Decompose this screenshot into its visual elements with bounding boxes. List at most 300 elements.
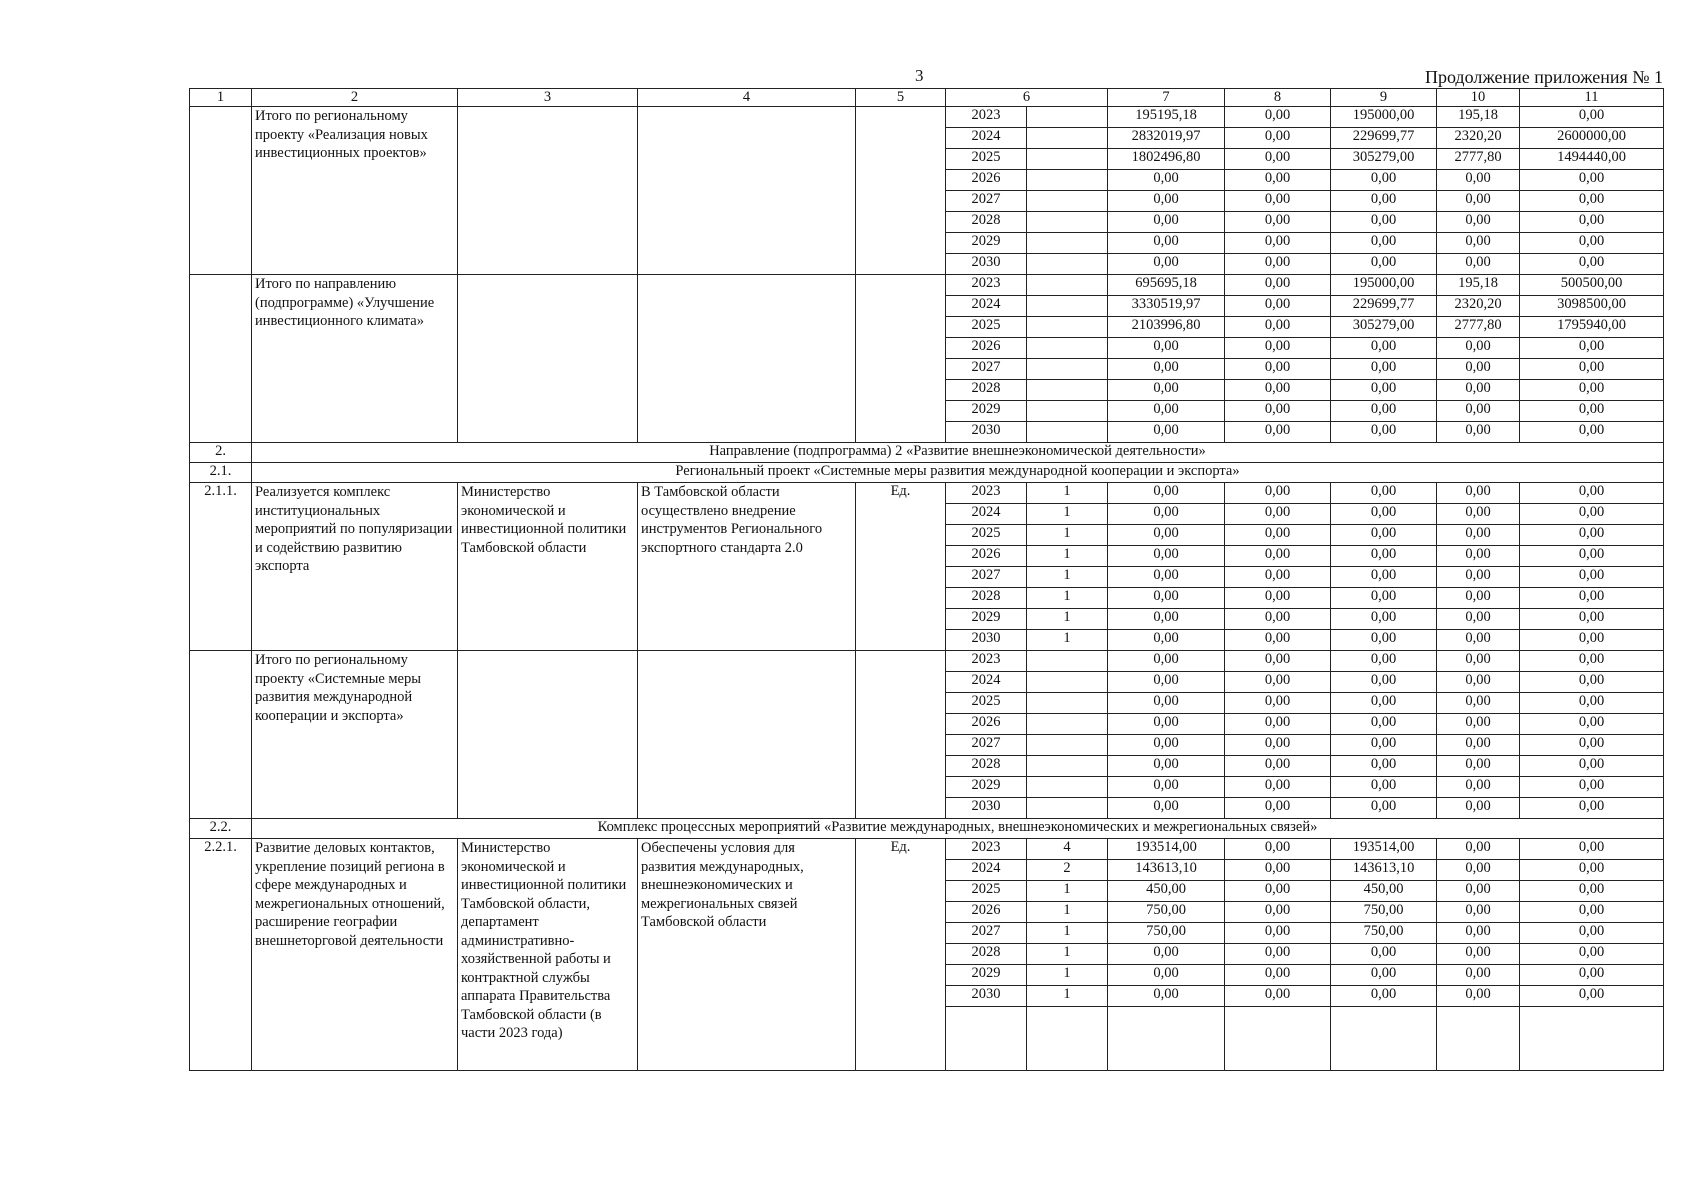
indicator-value-cell — [1027, 191, 1108, 212]
regional-budget-cell: 0,00 — [1331, 609, 1437, 630]
regional-budget-cell: 0,00 — [1331, 714, 1437, 735]
local-budget-cell: 0,00 — [1437, 860, 1520, 881]
total-cell: 0,00 — [1108, 567, 1225, 588]
regional-budget-cell: 0,00 — [1331, 986, 1437, 1007]
federal-budget-cell: 0,00 — [1225, 422, 1331, 443]
federal-budget-cell: 0,00 — [1225, 546, 1331, 567]
extra-budget-cell: 0,00 — [1520, 254, 1664, 275]
col-header: 3 — [458, 89, 638, 107]
federal-budget-cell: 0,00 — [1225, 401, 1331, 422]
year-cell: 2028 — [946, 380, 1027, 401]
col-header: 11 — [1520, 89, 1664, 107]
federal-budget-cell: 0,00 — [1225, 839, 1331, 860]
local-budget-cell: 0,00 — [1437, 777, 1520, 798]
indicator-value-cell: 1 — [1027, 609, 1108, 630]
page-number: 3 — [915, 66, 924, 85]
year-cell: 2025 — [946, 525, 1027, 546]
regional-budget-cell: 0,00 — [1331, 525, 1437, 546]
regional-budget-cell: 750,00 — [1331, 923, 1437, 944]
local-budget-cell: 0,00 — [1437, 756, 1520, 777]
regional-budget-cell: 0,00 — [1331, 651, 1437, 672]
federal-budget-cell: 0,00 — [1225, 902, 1331, 923]
year-cell: 2030 — [946, 422, 1027, 443]
federal-budget-cell: 0,00 — [1225, 986, 1331, 1007]
unit-of-measure: Ед. — [856, 839, 946, 1071]
year-cell: 2029 — [946, 609, 1027, 630]
indicator-value-cell — [1027, 338, 1108, 359]
extra-budget-cell: 0,00 — [1520, 567, 1664, 588]
measure-name: Реализуется комплекс институциональных мероприятий по популяризации и содействию развитию экспорта — [252, 483, 458, 651]
empty-cell — [1027, 1007, 1108, 1071]
federal-budget-cell: 0,00 — [1225, 504, 1331, 525]
local-budget-cell: 0,00 — [1437, 902, 1520, 923]
total-cell: 0,00 — [1108, 777, 1225, 798]
local-budget-cell: 0,00 — [1437, 401, 1520, 422]
extra-budget-cell: 2600000,00 — [1520, 128, 1664, 149]
row-number — [190, 275, 252, 443]
regional-budget-cell: 195000,00 — [1331, 107, 1437, 128]
regional-budget-cell: 305279,00 — [1331, 149, 1437, 170]
total-cell: 195195,18 — [1108, 107, 1225, 128]
local-budget-cell: 0,00 — [1437, 546, 1520, 567]
regional-budget-cell: 0,00 — [1331, 777, 1437, 798]
section-number: 2. — [190, 443, 252, 463]
year-cell: 2025 — [946, 881, 1027, 902]
local-budget-cell: 0,00 — [1437, 483, 1520, 504]
local-budget-cell: 0,00 — [1437, 965, 1520, 986]
extra-budget-cell: 0,00 — [1520, 693, 1664, 714]
section-title: Региональный проект «Системные меры развития международной кооперации и экспорта» — [252, 463, 1664, 483]
year-cell: 2026 — [946, 546, 1027, 567]
extra-budget-cell: 0,00 — [1520, 525, 1664, 546]
local-budget-cell: 0,00 — [1437, 798, 1520, 819]
indicator-value-cell: 1 — [1027, 525, 1108, 546]
table-row — [190, 839, 1664, 860]
total-cell: 193514,00 — [1108, 839, 1225, 860]
appendix-table — [189, 88, 1664, 1071]
indicator-value-cell: 1 — [1027, 483, 1108, 504]
extra-budget-cell: 0,00 — [1520, 839, 1664, 860]
year-cell: 2026 — [946, 338, 1027, 359]
federal-budget-cell: 0,00 — [1225, 525, 1331, 546]
local-budget-cell: 0,00 — [1437, 588, 1520, 609]
col-header: 2 — [252, 89, 458, 107]
indicator-value-cell: 1 — [1027, 923, 1108, 944]
expected-result — [638, 107, 856, 275]
federal-budget-cell: 0,00 — [1225, 275, 1331, 296]
total-cell: 0,00 — [1108, 798, 1225, 819]
indicator-value-cell — [1027, 380, 1108, 401]
row-number: 2.1.1. — [190, 483, 252, 651]
indicator-value-cell — [1027, 275, 1108, 296]
local-budget-cell: 0,00 — [1437, 525, 1520, 546]
year-cell: 2027 — [946, 191, 1027, 212]
local-budget-cell: 0,00 — [1437, 609, 1520, 630]
empty-cell — [1520, 1007, 1664, 1071]
local-budget-cell: 0,00 — [1437, 254, 1520, 275]
indicator-value-cell — [1027, 672, 1108, 693]
indicator-value-cell — [1027, 777, 1108, 798]
column-number-row — [190, 89, 1664, 107]
regional-budget-cell: 0,00 — [1331, 254, 1437, 275]
regional-budget-cell: 229699,77 — [1331, 296, 1437, 317]
expected-result — [638, 275, 856, 443]
year-cell: 2026 — [946, 170, 1027, 191]
extra-budget-cell: 0,00 — [1520, 798, 1664, 819]
row-number — [190, 107, 252, 275]
indicator-value-cell — [1027, 756, 1108, 777]
indicator-value-cell: 2 — [1027, 860, 1108, 881]
total-cell: 0,00 — [1108, 693, 1225, 714]
federal-budget-cell: 0,00 — [1225, 944, 1331, 965]
federal-budget-cell: 0,00 — [1225, 296, 1331, 317]
col-header: 4 — [638, 89, 856, 107]
extra-budget-cell: 0,00 — [1520, 881, 1664, 902]
indicator-value-cell — [1027, 714, 1108, 735]
total-cell: 3330519,97 — [1108, 296, 1225, 317]
federal-budget-cell: 0,00 — [1225, 672, 1331, 693]
local-budget-cell: 0,00 — [1437, 986, 1520, 1007]
year-cell: 2029 — [946, 233, 1027, 254]
total-cell: 0,00 — [1108, 483, 1225, 504]
indicator-value-cell — [1027, 693, 1108, 714]
indicator-value-cell: 1 — [1027, 881, 1108, 902]
regional-budget-cell: 143613,10 — [1331, 860, 1437, 881]
year-cell: 2024 — [946, 860, 1027, 881]
local-budget-cell: 2320,20 — [1437, 128, 1520, 149]
year-cell: 2028 — [946, 944, 1027, 965]
indicator-value-cell — [1027, 317, 1108, 338]
regional-budget-cell: 0,00 — [1331, 191, 1437, 212]
year-cell: 2028 — [946, 756, 1027, 777]
federal-budget-cell: 0,00 — [1225, 212, 1331, 233]
continuation-label: Продолжение приложения № 1 — [1424, 67, 1663, 87]
regional-budget-cell: 0,00 — [1331, 380, 1437, 401]
row-number: 2.2.1. — [190, 839, 252, 1071]
extra-budget-cell: 0,00 — [1520, 338, 1664, 359]
indicator-value-cell — [1027, 296, 1108, 317]
indicator-value-cell: 1 — [1027, 567, 1108, 588]
indicator-value-cell — [1027, 233, 1108, 254]
indicator-value-cell: 1 — [1027, 944, 1108, 965]
federal-budget-cell: 0,00 — [1225, 651, 1331, 672]
indicator-value-cell — [1027, 170, 1108, 191]
extra-budget-cell: 0,00 — [1520, 672, 1664, 693]
empty-cell — [1331, 1007, 1437, 1071]
federal-budget-cell: 0,00 — [1225, 881, 1331, 902]
table-row — [190, 651, 1664, 672]
federal-budget-cell: 0,00 — [1225, 483, 1331, 504]
local-budget-cell: 0,00 — [1437, 944, 1520, 965]
regional-budget-cell: 0,00 — [1331, 338, 1437, 359]
total-cell: 0,00 — [1108, 756, 1225, 777]
regional-budget-cell: 0,00 — [1331, 359, 1437, 380]
regional-budget-cell: 0,00 — [1331, 504, 1437, 525]
local-budget-cell: 0,00 — [1437, 735, 1520, 756]
col-header: 7 — [1108, 89, 1225, 107]
year-cell: 2023 — [946, 107, 1027, 128]
extra-budget-cell: 0,00 — [1520, 191, 1664, 212]
indicator-value-cell — [1027, 422, 1108, 443]
total-cell: 0,00 — [1108, 504, 1225, 525]
indicator-value-cell — [1027, 212, 1108, 233]
responsible-executor — [458, 107, 638, 275]
col-header: 9 — [1331, 89, 1437, 107]
regional-budget-cell: 0,00 — [1331, 483, 1437, 504]
local-budget-cell: 0,00 — [1437, 651, 1520, 672]
federal-budget-cell: 0,00 — [1225, 630, 1331, 651]
local-budget-cell: 0,00 — [1437, 672, 1520, 693]
local-budget-cell: 2777,80 — [1437, 317, 1520, 338]
regional-budget-cell: 305279,00 — [1331, 317, 1437, 338]
extra-budget-cell: 3098500,00 — [1520, 296, 1664, 317]
section-number: 2.2. — [190, 819, 252, 839]
extra-budget-cell: 0,00 — [1520, 483, 1664, 504]
local-budget-cell: 0,00 — [1437, 567, 1520, 588]
local-budget-cell: 195,18 — [1437, 107, 1520, 128]
extra-budget-cell: 0,00 — [1520, 233, 1664, 254]
federal-budget-cell: 0,00 — [1225, 128, 1331, 149]
total-cell: 0,00 — [1108, 380, 1225, 401]
year-cell: 2025 — [946, 693, 1027, 714]
regional-budget-cell: 0,00 — [1331, 546, 1437, 567]
local-budget-cell: 0,00 — [1437, 359, 1520, 380]
extra-budget-cell: 0,00 — [1520, 609, 1664, 630]
empty-cell — [946, 1007, 1027, 1071]
col-header: 6 — [946, 89, 1108, 107]
indicator-value-cell: 1 — [1027, 546, 1108, 567]
total-cell: 0,00 — [1108, 170, 1225, 191]
local-budget-cell: 0,00 — [1437, 504, 1520, 525]
extra-budget-cell: 0,00 — [1520, 630, 1664, 651]
year-cell: 2023 — [946, 275, 1027, 296]
federal-budget-cell: 0,00 — [1225, 317, 1331, 338]
empty-cell — [1225, 1007, 1331, 1071]
extra-budget-cell: 1494440,00 — [1520, 149, 1664, 170]
total-cell: 695695,18 — [1108, 275, 1225, 296]
local-budget-cell: 195,18 — [1437, 275, 1520, 296]
empty-cell — [1108, 1007, 1225, 1071]
regional-budget-cell: 0,00 — [1331, 693, 1437, 714]
local-budget-cell: 0,00 — [1437, 693, 1520, 714]
extra-budget-cell: 0,00 — [1520, 401, 1664, 422]
regional-budget-cell: 0,00 — [1331, 672, 1437, 693]
local-budget-cell: 0,00 — [1437, 839, 1520, 860]
total-cell: 0,00 — [1108, 986, 1225, 1007]
measure-name: Итого по направлению (подпрограмме) «Улучшение инвестиционного климата» — [252, 275, 458, 443]
federal-budget-cell: 0,00 — [1225, 254, 1331, 275]
measure-name: Развитие деловых контактов, укрепление позиций региона в сфере международных и межрегиональных отношений, расширение географии внешнеторговой деятельности — [252, 839, 458, 1071]
total-cell: 0,00 — [1108, 944, 1225, 965]
regional-budget-cell: 0,00 — [1331, 170, 1437, 191]
local-budget-cell: 2777,80 — [1437, 149, 1520, 170]
extra-budget-cell: 0,00 — [1520, 944, 1664, 965]
extra-budget-cell: 0,00 — [1520, 714, 1664, 735]
indicator-value-cell — [1027, 254, 1108, 275]
year-cell: 2023 — [946, 839, 1027, 860]
section-title: Комплекс процессных мероприятий «Развитие международных, внешнеэкономических и межрегиональных связей» — [252, 819, 1664, 839]
responsible-executor — [458, 651, 638, 819]
total-cell: 0,00 — [1108, 672, 1225, 693]
regional-budget-cell: 193514,00 — [1331, 839, 1437, 860]
federal-budget-cell: 0,00 — [1225, 965, 1331, 986]
federal-budget-cell: 0,00 — [1225, 233, 1331, 254]
extra-budget-cell: 0,00 — [1520, 777, 1664, 798]
total-cell: 450,00 — [1108, 881, 1225, 902]
section-heading-row — [190, 463, 1664, 483]
year-cell: 2025 — [946, 149, 1027, 170]
total-cell: 0,00 — [1108, 714, 1225, 735]
section-title: Направление (подпрограмма) 2 «Развитие внешнеэкономической деятельности» — [252, 443, 1664, 463]
local-budget-cell: 2320,20 — [1437, 296, 1520, 317]
federal-budget-cell: 0,00 — [1225, 923, 1331, 944]
unit-of-measure — [856, 651, 946, 819]
local-budget-cell: 0,00 — [1437, 170, 1520, 191]
indicator-value-cell — [1027, 107, 1108, 128]
year-cell: 2030 — [946, 798, 1027, 819]
total-cell: 0,00 — [1108, 212, 1225, 233]
table-row — [190, 483, 1664, 504]
federal-budget-cell: 0,00 — [1225, 777, 1331, 798]
extra-budget-cell: 0,00 — [1520, 965, 1664, 986]
local-budget-cell: 0,00 — [1437, 630, 1520, 651]
year-cell: 2026 — [946, 902, 1027, 923]
local-budget-cell: 0,00 — [1437, 881, 1520, 902]
extra-budget-cell: 0,00 — [1520, 651, 1664, 672]
regional-budget-cell: 750,00 — [1331, 902, 1437, 923]
total-cell: 2832019,97 — [1108, 128, 1225, 149]
total-cell: 0,00 — [1108, 546, 1225, 567]
federal-budget-cell: 0,00 — [1225, 714, 1331, 735]
total-cell: 0,00 — [1108, 588, 1225, 609]
local-budget-cell: 0,00 — [1437, 380, 1520, 401]
federal-budget-cell: 0,00 — [1225, 380, 1331, 401]
extra-budget-cell: 0,00 — [1520, 902, 1664, 923]
extra-budget-cell: 0,00 — [1520, 422, 1664, 443]
year-cell: 2027 — [946, 567, 1027, 588]
federal-budget-cell: 0,00 — [1225, 735, 1331, 756]
table-body — [190, 107, 1664, 1071]
year-cell: 2027 — [946, 359, 1027, 380]
row-number — [190, 651, 252, 819]
col-header: 5 — [856, 89, 946, 107]
regional-budget-cell: 0,00 — [1331, 588, 1437, 609]
total-cell: 2103996,80 — [1108, 317, 1225, 338]
responsible-executor: Министерство экономической и инвестиционной политики Тамбовской области, департамент административно-хозяйственной работы и контрактной службы аппарата Правительства Тамбовской области (в части 2023 года) — [458, 839, 638, 1071]
indicator-value-cell: 1 — [1027, 588, 1108, 609]
regional-budget-cell: 229699,77 — [1331, 128, 1437, 149]
federal-budget-cell: 0,00 — [1225, 107, 1331, 128]
year-cell: 2030 — [946, 630, 1027, 651]
indicator-value-cell: 1 — [1027, 504, 1108, 525]
year-cell: 2027 — [946, 735, 1027, 756]
col-header: 10 — [1437, 89, 1520, 107]
regional-budget-cell: 0,00 — [1331, 735, 1437, 756]
regional-budget-cell: 0,00 — [1331, 756, 1437, 777]
regional-budget-cell: 0,00 — [1331, 422, 1437, 443]
regional-budget-cell: 0,00 — [1331, 965, 1437, 986]
total-cell: 1802496,80 — [1108, 149, 1225, 170]
regional-budget-cell: 450,00 — [1331, 881, 1437, 902]
responsible-executor: Министерство экономической и инвестиционной политики Тамбовской области — [458, 483, 638, 651]
expected-result — [638, 651, 856, 819]
extra-budget-cell: 0,00 — [1520, 504, 1664, 525]
extra-budget-cell: 0,00 — [1520, 735, 1664, 756]
total-cell: 0,00 — [1108, 735, 1225, 756]
regional-budget-cell: 0,00 — [1331, 233, 1437, 254]
total-cell: 0,00 — [1108, 254, 1225, 275]
section-number: 2.1. — [190, 463, 252, 483]
total-cell: 0,00 — [1108, 525, 1225, 546]
unit-of-measure — [856, 275, 946, 443]
indicator-value-cell — [1027, 798, 1108, 819]
federal-budget-cell: 0,00 — [1225, 588, 1331, 609]
col-header: 1 — [190, 89, 252, 107]
col-header: 8 — [1225, 89, 1331, 107]
year-cell: 2028 — [946, 212, 1027, 233]
year-cell: 2029 — [946, 777, 1027, 798]
extra-budget-cell: 0,00 — [1520, 756, 1664, 777]
total-cell: 750,00 — [1108, 902, 1225, 923]
federal-budget-cell: 0,00 — [1225, 170, 1331, 191]
unit-of-measure — [856, 107, 946, 275]
indicator-value-cell: 1 — [1027, 902, 1108, 923]
local-budget-cell: 0,00 — [1437, 422, 1520, 443]
total-cell: 750,00 — [1108, 923, 1225, 944]
total-cell: 0,00 — [1108, 651, 1225, 672]
year-cell: 2026 — [946, 714, 1027, 735]
indicator-value-cell — [1027, 128, 1108, 149]
year-cell: 2024 — [946, 296, 1027, 317]
total-cell: 0,00 — [1108, 191, 1225, 212]
regional-budget-cell: 0,00 — [1331, 567, 1437, 588]
extra-budget-cell: 0,00 — [1520, 212, 1664, 233]
indicator-value-cell — [1027, 359, 1108, 380]
federal-budget-cell: 0,00 — [1225, 756, 1331, 777]
extra-budget-cell: 0,00 — [1520, 546, 1664, 567]
year-cell: 2027 — [946, 923, 1027, 944]
year-cell: 2029 — [946, 965, 1027, 986]
indicator-value-cell: 1 — [1027, 630, 1108, 651]
indicator-value-cell: 1 — [1027, 965, 1108, 986]
section-heading-row — [190, 819, 1664, 839]
expected-result: Обеспечены условия для развития международных, внешнеэкономических и межрегиональных связей Тамбовской области — [638, 839, 856, 1071]
local-budget-cell: 0,00 — [1437, 714, 1520, 735]
extra-budget-cell: 0,00 — [1520, 588, 1664, 609]
total-cell: 0,00 — [1108, 609, 1225, 630]
year-cell: 2028 — [946, 588, 1027, 609]
extra-budget-cell: 0,00 — [1520, 986, 1664, 1007]
indicator-value-cell: 1 — [1027, 986, 1108, 1007]
table-row — [190, 107, 1664, 128]
extra-budget-cell: 0,00 — [1520, 923, 1664, 944]
federal-budget-cell: 0,00 — [1225, 798, 1331, 819]
measure-name: Итого по региональному проекту «Системные меры развития международной кооперации и экспорта» — [252, 651, 458, 819]
table-row — [190, 275, 1664, 296]
local-budget-cell: 0,00 — [1437, 212, 1520, 233]
indicator-value-cell — [1027, 735, 1108, 756]
indicator-value-cell — [1027, 651, 1108, 672]
total-cell: 143613,10 — [1108, 860, 1225, 881]
regional-budget-cell: 0,00 — [1331, 798, 1437, 819]
year-cell: 2030 — [946, 254, 1027, 275]
local-budget-cell: 0,00 — [1437, 233, 1520, 254]
year-cell: 2023 — [946, 483, 1027, 504]
year-cell: 2024 — [946, 504, 1027, 525]
empty-cell — [1437, 1007, 1520, 1071]
federal-budget-cell: 0,00 — [1225, 860, 1331, 881]
extra-budget-cell: 0,00 — [1520, 170, 1664, 191]
